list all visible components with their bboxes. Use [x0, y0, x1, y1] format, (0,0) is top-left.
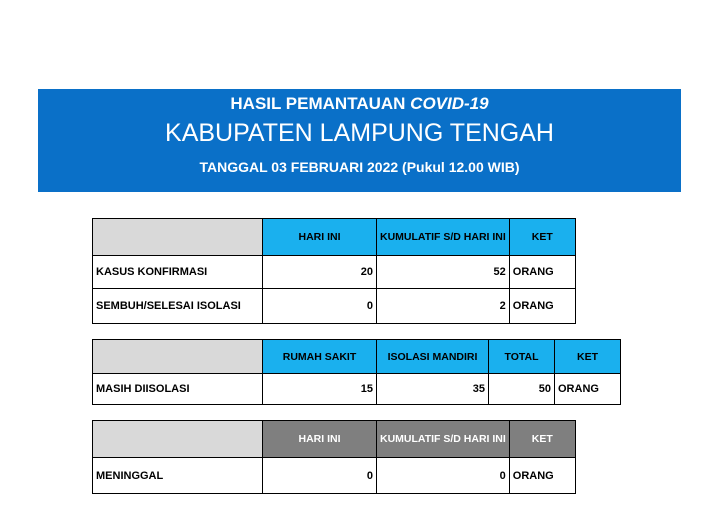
col-header-today: HARI INI — [263, 219, 377, 256]
isolation-table — [92, 339, 621, 405]
recovered-ket: ORANG — [509, 289, 575, 324]
banner-date: TANGGAL 03 FEBRUARI 2022 (Pukul 12.00 WIB) — [199, 159, 520, 175]
col-header-cumulative: KUMULATIF S/D HARI INI — [377, 421, 510, 458]
row-label-deaths: MENINGGAL — [93, 458, 263, 494]
confirmed-cumulative: 52 — [377, 256, 510, 289]
cases-table — [92, 218, 576, 324]
header-corner-cell — [93, 219, 263, 256]
header-corner-cell — [93, 421, 263, 458]
row-label-confirmed: KASUS KONFIRMASI — [93, 256, 263, 289]
row-label-recovered: SEMBUH/SELESAI ISOLASI — [93, 289, 263, 324]
isolating-total: 50 — [489, 374, 555, 405]
table-row — [93, 374, 621, 405]
col-header-cumulative: KUMULATIF S/D HARI INI — [377, 219, 510, 256]
table-header-row — [93, 340, 621, 374]
table-header-row — [93, 219, 576, 256]
header-corner-cell — [93, 340, 263, 374]
col-header-total: TOTAL — [489, 340, 555, 374]
col-header-today: HARI INI — [263, 421, 377, 458]
confirmed-ket: ORANG — [509, 256, 575, 289]
confirmed-today: 20 — [263, 256, 377, 289]
col-header-hospital: RUMAH SAKIT — [263, 340, 377, 374]
banner-title — [38, 94, 681, 114]
col-header-ket: KET — [555, 340, 621, 374]
row-label-isolating: MASIH DIISOLASI — [93, 374, 263, 405]
table-row — [93, 289, 576, 324]
table-row — [93, 256, 576, 289]
table-header-row — [93, 421, 576, 458]
isolating-self: 35 — [377, 374, 489, 405]
isolating-hospital: 15 — [263, 374, 377, 405]
table-row — [93, 458, 576, 494]
deaths-ket: ORANG — [509, 458, 575, 494]
recovered-cumulative: 2 — [377, 289, 510, 324]
isolating-ket: ORANG — [555, 374, 621, 405]
banner-title-covid: COVID-19 — [410, 94, 489, 113]
banner-title-prefix: HASIL PEMANTAUAN — [230, 94, 406, 113]
recovered-today: 0 — [263, 289, 377, 324]
deaths-table — [92, 420, 576, 494]
banner-region: KABUPATEN LAMPUNG TENGAH — [165, 119, 554, 147]
col-header-ket: KET — [509, 421, 575, 458]
deaths-today: 0 — [263, 458, 377, 494]
report-banner — [38, 89, 681, 192]
col-header-ket: KET — [509, 219, 575, 256]
deaths-cumulative: 0 — [377, 458, 510, 494]
col-header-self-isolation: ISOLASI MANDIRI — [377, 340, 489, 374]
